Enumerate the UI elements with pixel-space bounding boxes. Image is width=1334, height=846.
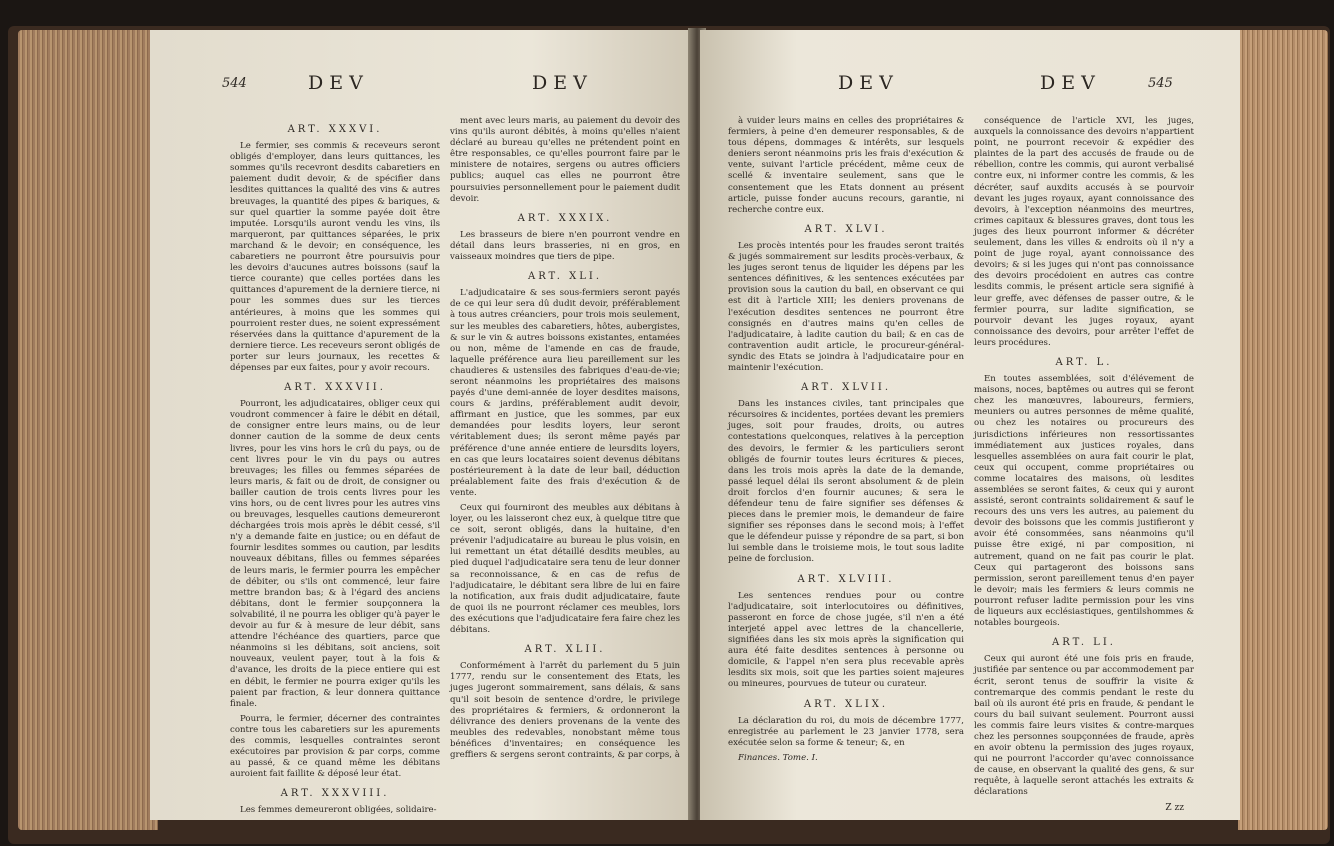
right-page	[700, 30, 1240, 820]
paragraph: conséquence de l'article XVI, les juges, auxquels la connoissance des devoirs n'appartient point, ne pourront recevoir & expédier des plaintes de la part des accusés de fraude ou de rébellion, contre les commis, qui auront verbalisé contre eux, ni informer contre les commis, & les décréter, sauf auxdits accusés à se pourvoir devant les juges royaux, ayant connoissance des devoirs, à l'exception néanmoins des meurtres, crimes capitaux & blessures graves, dont tous les juges des lieux pourront informer & décréter seulement, dans les villes & endroits où il n'y a point de juge royal, ayant connoissance des devoirs; & si les juges qui n'ont pas connoissance des devoirs procédoient en autres cas contre lesdits commis, le présent article sera signifié à leur greffe, avec défenses de passer outre, & le fermier pourra, sur ladite signification, se pourvoir devant les juges royaux, ayant connoissance des devoirs, pour arrêter l'effet de leurs procédures.	[974, 116, 1194, 348]
paragraph: La déclaration du roi, du mois de décembre 1777, enregistrée au parlement le 23 janvier 1778, sera exécutée selon sa forme & teneur; &, en	[728, 715, 964, 748]
paragraph: Ceux qui auront été une fois pris en fraude, justifiée par sentence ou par accommodement par écrit, seront tenus de souffrir la visite & contremarque des commis pendant le reste du bail où ils auront été pris en fraude, & pendant le cours du bail suivant seulement. Pourront aussi les commis faire leurs visites & contre-marques chez les personnes soupçonnées de fraude, après en avoir obtenu la permission des juges royaux, qui ne pourront l'accorder qu'avec connoissance de cause, en observant la qualité des gens, & sur requête, à laquelle seront attachés les extraits & déclarations	[974, 654, 1194, 798]
paragraph: ment avec leurs maris, au paiement du devoir des vins qu'ils auront débités, à moins qu'elles n'aient déclaré au bureau qu'elles ne prétendent point en être responsables, ce qu'elles pourront faire par le ministere de notaires, sergens ou autres officiers publics; auquel cas elles ne pourront être poursuivies personnellement pour le paiement dudit devoir.	[450, 116, 680, 204]
left-column-2	[450, 116, 680, 765]
article-heading: ART. XLVIII.	[797, 573, 895, 585]
paragraph: En toutes assemblées, soit d'élévement de maisons, noces, baptêmes ou autres qui se feront chez les manœuvres, laboureurs, fermiers, meuniers ou autres personnes de même qualité, ou chez les notaires ou procureurs des jurisdictions inférieures non ressortissantes immédiatement aux justices royales, dans lesquelles assemblées on aura fait courir le plat, ceux qui occupent, comme propriétaires ou comme locataires des maisons, où lesdites assemblées se seront faites, & ceux qui y auront assisté, seront contraints solidairement & sauf le recours des uns vers les autres, au paiement du devoir des boissons que les commis justifieront y avoir été consommées, sans néanmoins qu'il puisse être exigé, ni par composition, ni autrement, quand on ne fait pas courir le plat. Ceux qui partageront des boissons sans permission, seront pareillement tenus d'en payer le devoir; mais les fermiers & leurs commis ne pourront refuser ladite permission pour les vins de liqueurs aux ecclésiastiques, gentilshommes & notables bourgeois.	[974, 374, 1194, 629]
paragraph: à vuider leurs mains en celles des propriétaires & fermiers, à peine d'en demeurer responsables, & de tous dépens, dommages & intérêts, sur lesquels deniers seront néanmoins pris les frais d'exécution & vente, suivant l'article précédent, même ceux de scellé & inventaire seulement, sans que le consentement que les Etats donnent au présent article, puisse fonder aucuns recours, garantie, ni recherche contre eux.	[728, 116, 964, 215]
paragraph: L'adjudicataire & ses sous-fermiers seront payés de ce qui leur sera dû dudit devoir, préférablement à tous autres créanciers, pour trois mois seulement, sur les meubles des cabaretiers, hôtes, aubergistes, & sur le vin & autres boissons existantes, entamées ou non, même de l'amende en cas de fraude, laquelle préférence aura lieu pareillement sur les chaudieres & ustensiles des fabriques d'eau-de-vie; seront néanmoins les propriétaires des maisons payés d'une demi-année de loyer desdites maisons, cours & jardins, préférablement audit devoir, affirmant en justice, que les sommes, par eux demandées pour lesdits loyers, leur seront véritablement dues; ils seront même payés par préférence d'une année entiere de leursdits loyers, en cas que leurs locataires soient devenus débitans postérieurement à la date de leur bail, déduction préalablement faite des frais d'exécution & de vente.	[450, 288, 680, 498]
article-heading: ART. LI.	[1052, 637, 1116, 649]
article-heading: ART. XXXIX.	[517, 212, 613, 224]
right-column-2	[974, 116, 1194, 818]
paragraph: Les brasseurs de biere n'en pourront vendre en détail dans leurs brasseries, ni en gros, en vaisseaux moindres que tiers de pipe.	[450, 229, 680, 263]
article-heading: ART. XLI.	[527, 271, 603, 283]
left-page	[150, 30, 695, 820]
paragraph: Les sentences rendues pour ou contre l'adjudicataire, soit interlocutoires ou définitives, passeront en force de chose jugée, s'il n'en a été interjeté appel avec lettres de la chancellerie, signifiées dans les six mois après la signification qui aura été faite desdites sentences à personne ou domicile, & l'appel n'en sera plus recevable après lesdits six mois, soit que les parties soient majeures ou mineures, pourvues de tuteur ou curateur.	[728, 590, 964, 690]
page-number-right: 545	[1148, 76, 1173, 91]
paragraph: Dans les instances civiles, tant principales que récursoires & incidentes, portées devant les premiers juges, soit pour fraudes, droits, ou autres contestations quelconques, relatives à la perception des devoirs, le fermier & les particuliers seront obligés de fournir toutes leurs écritures & pieces, dans les trois mois après la date de la demande, passé lequel délai ils seront absolument & de plein droit forclos d'en fournir aucunes; & sera le défendeur tenu de faire signifier ses défenses & pieces dans le premier mois, le demandeur de faire signifier ses réponses dans le second mois; à l'effet que le défendeur puisse y répondre de sa part, si bon lui semble dans le troisieme mois, le tout sous ladite peine de forclusion.	[728, 399, 964, 565]
footer-text: Finances. Tome. I.	[738, 752, 818, 763]
article-heading: ART. L.	[1055, 356, 1113, 368]
paragraph: Conformément à l'arrêt du parlement du 5 juin 1777, rendu sur le consentement des Etats, les juges jugeront sommairement, sans délais, & sans qu'il soit besoin de sentence d'ordre, le privilege des propriétaires & fermiers, & ordonneront la délivrance des deniers provenans de la vente des meubles des redevables, nonobstant même tous bénéfices d'inventaires; en conséquence les greffiers & sergens seront contraints, & par corps, à	[450, 661, 680, 760]
article-heading: ART. XLVI.	[804, 223, 888, 235]
signature-mark: Z zz	[1165, 802, 1184, 813]
running-header-right-1: DEV	[838, 72, 899, 94]
article-heading: ART. XLIX.	[803, 698, 889, 710]
page-number-left: 544	[222, 76, 247, 91]
paragraph: Le fermier, ses commis & receveurs seront obligés d'employer, dans leurs quittances, les sommes qu'ils recevront desdits cabaretiers en paiement dudit devoir, & de spécifier dans lesdites quittances la qualité des vins & autres breuvages, la quantité des pipes & bariques, & sur quel quartier la somme payée doit être imputée. Lorsqu'ils auront vendu les vins, ils marqueront, par quittances séparées, le prix marchand & le devoir; en conséquence, les cabaretiers ne pourront être poursuivis pour les devoirs d'aucunes autres boissons (sauf la tierce courante) que celles portées dans les quittances d'apurement de la derniere tierce, ni pour les sommes dues sur les tierces antérieures, à moins que les sommes qui pourroient rester dues, ne soient expressément réservées dans la quittance d'apurement de la derniere tierce. Les receveurs seront obligés de porter sur leurs journaux, les recettes & dépenses par eux faites, pour y avoir recours.	[230, 141, 440, 373]
article-heading: ART. XLII.	[524, 644, 606, 656]
paragraph: Pourront, les adjudicataires, obliger ceux qui voudront commencer à faire le débit en détail, de consigner entre leurs mains, ou de leur donner caution de la somme de deux cents livres, pour les vins hors le crû du pays, ou de cent livres pour le vin du pays ou autres breuvages; les filles ou femmes séparées de leurs maris, & fait ou de droit, de consigner ou bailler caution de trois cents livres pour les vins hors, ou de cent livres pour les autres vins ou breuvages, lesquelles cautions demeureront déchargées trois mois après le débit cessé, s'il n'y a demande faite en justice; ou en défaut de fournir lesdites sommes ou caution, par lesdits nouveaux débitans, filles ou femmes séparées de leurs maris, le fermier pourra les empêcher de débiter, ou s'ils ont commencé, leur faire mettre brandon bas; & à l'égard des anciens débitans, dont le fermier soupçonnera la solvabilité, il ne pourra les obliger qu'à payer le devoir au fur & à mesure de leur débit, sans attendre l'échéance des quartiers, parce que néanmoins si les débitans, soit anciens, soit nouveaux, veulent payer, tout à la fois & d'avance, les droits de la piece entiere qui est en débit, le fermier ne pourra exiger qu'ils les paient par fraction, & leur donnera quittance finale.	[230, 399, 440, 709]
paragraph: Les procès intentés pour les fraudes seront traités & jugés sommairement sur lesdits procès-verbaux, & les juges seront tenus de liquider les dépens par les sentences définitives, & les sentences exécutées par provision sous la caution du bail, en observant ce qui est dit à l'article XIII; les deniers provenans de l'exécution desdites sentences ne pourront être consignés en d'autres mains qu'en celles de l'adjudicataire, à ladite caution du bail; & en cas de contravention audit article, le procureur-général-syndic des Etats se joindra à l'adjudicataire pour en maintenir l'exécution.	[728, 240, 964, 373]
article-heading: ART. XXXVI.	[287, 124, 383, 135]
right-column-1	[728, 116, 964, 768]
running-header-right-2: DEV	[1040, 72, 1101, 94]
running-header-left-2: DEV	[532, 72, 593, 94]
page-edges-left	[18, 30, 158, 830]
article-heading: ART. XLVII.	[800, 382, 891, 394]
article-heading: ART. XXXVII.	[284, 382, 386, 394]
paragraph: Les femmes demeureront obligées, solidaire-	[240, 805, 437, 816]
article-heading: ART. XXXVIII.	[280, 788, 390, 800]
paragraph: Ceux qui fourniront des meubles aux débitans à loyer, ou les laisseront chez eux, à quelque titre que ce soit, seront obligés, dans la huitaine, d'en prévenir l'adjudicataire au bureau le plus voisin, en lui remettant un état détaillé desdits meubles, au pied duquel l'adjudicataire sera tenu de leur donner sa reconnoissance, & en cas de refus de l'adjudicataire, le débitant sera libre de lui en faire la notification, aux frais dudit adjudicataire, faute de quoi ils ne pourront réclamer ces meubles, lors des exécutions que l'adjudicataire fera faire chez les débitans.	[450, 503, 680, 636]
page-edges-right	[1238, 30, 1328, 830]
running-header-left: DEV	[308, 72, 369, 94]
left-column-1	[230, 116, 440, 820]
paragraph: Pourra, le fermier, décerner des contraintes contre tous les cabaretiers sur les apurements des commis, lesquelles contraintes seront exécutoires par provision & par corps, comme au passé, & ce quand même les débitans auroient fait faillite & déposé leur état.	[230, 713, 440, 780]
